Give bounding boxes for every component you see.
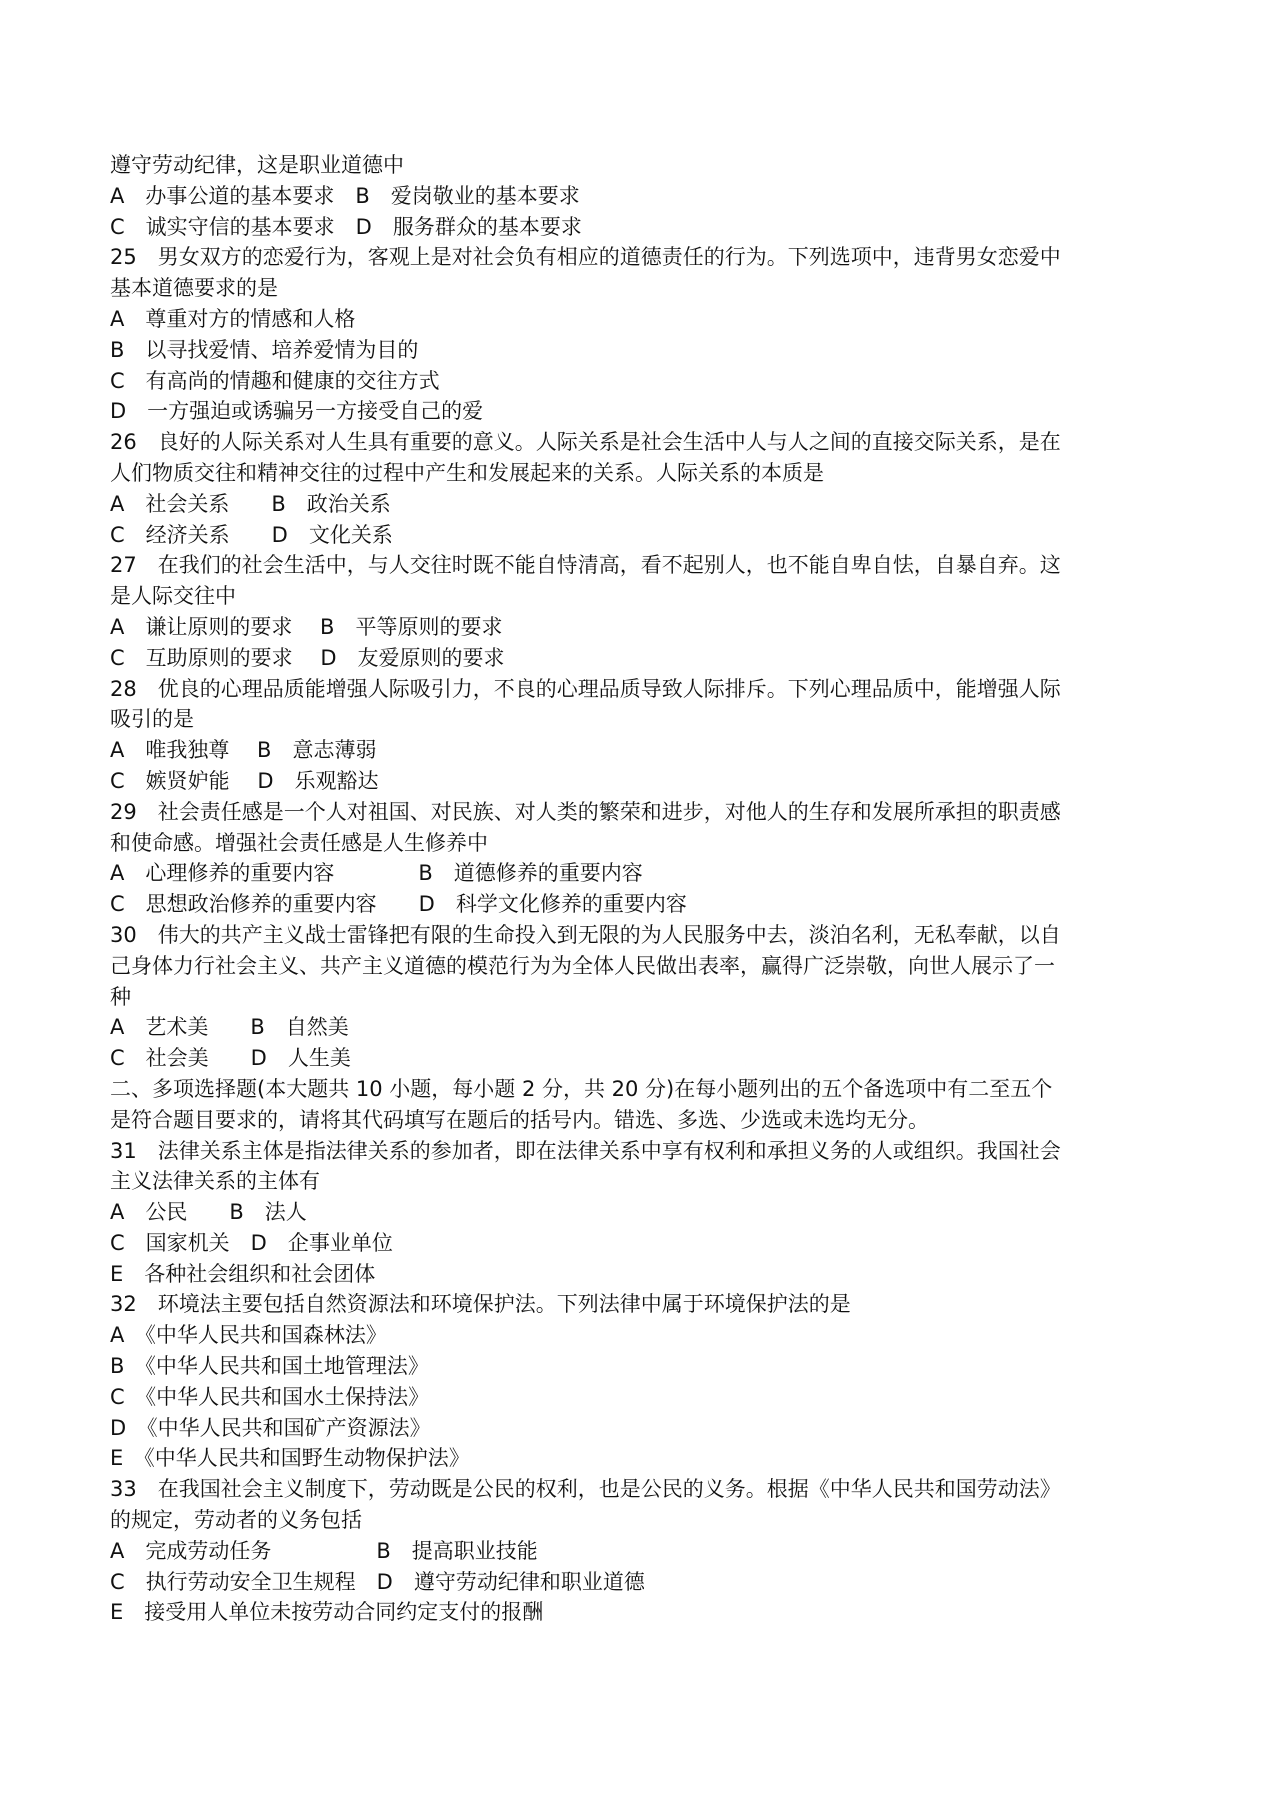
option-line: B 《中华人民共和国土地管理法》	[110, 1354, 429, 1379]
option-line: C 互助原则的要求 D 友爱原则的要求	[110, 645, 505, 670]
text-line: 和使命感。增强社会责任感是人生修养中	[110, 830, 488, 855]
question-25: 25 男女双方的恋爱行为，客观上是对社会负有相应的道德责任的行为。下列选项中，违背男女恋爱中	[110, 245, 1061, 270]
text-line: 种	[110, 984, 131, 1009]
option-line: C 国家机关 D 企事业单位	[110, 1230, 393, 1255]
option-line: C 嫉贤妒能 D 乐观豁达	[110, 768, 379, 793]
option-line: C 思想政治修养的重要内容 D 科学文化修养的重要内容	[110, 892, 687, 917]
text-line: 基本道德要求的是	[110, 276, 278, 301]
text-line: 主义法律关系的主体有	[110, 1169, 320, 1194]
question-33: 33 在我国社会主义制度下，劳动既是公民的权利，也是公民的义务。根据《中华人民共和国劳动法》	[110, 1477, 1061, 1502]
option-line: C 《中华人民共和国水土保持法》	[110, 1384, 430, 1409]
option-line: C 诚实守信的基本要求 D 服务群众的基本要求	[110, 214, 582, 239]
option-line: E 《中华人民共和国野生动物保护法》	[110, 1446, 470, 1471]
question-26: 26 良好的人际关系对人生具有重要的意义。人际关系是社会生活中人与人之间的直接交际关系，是在	[110, 430, 1061, 455]
option-line: E 接受用人单位未按劳动合同约定支付的报酬	[110, 1600, 544, 1625]
option-line: A 唯我独尊 B 意志薄弱	[110, 738, 377, 763]
text-line: 是人际交往中	[110, 584, 236, 609]
text-line: 遵守劳动纪律，这是职业道德中	[110, 153, 404, 177]
option-line: C 有高尚的情趣和健康的交往方式	[110, 368, 440, 393]
question-27: 27 在我们的社会生活中，与人交往时既不能自恃清高，看不起别人，也不能自卑自怯，自暴自弃。这	[110, 553, 1061, 578]
option-line: E 各种社会组织和社会团体	[110, 1261, 376, 1286]
option-line: A 《中华人民共和国森林法》	[110, 1323, 387, 1348]
option-line: C 经济关系 D 文化关系	[110, 522, 393, 547]
option-line: A 完成劳动任务 B 提高职业技能	[110, 1538, 538, 1563]
option-line: A 社会关系 B 政治关系	[110, 491, 391, 516]
text-line: 人们物质交往和精神交往的过程中产生和发展起来的关系。人际关系的本质是	[110, 460, 824, 485]
question-31: 31 法律关系主体是指法律关系的参加者，即在法律关系中享有权利和承担义务的人或组织。我国社会	[110, 1138, 1061, 1163]
option-line: D 一方强迫或诱骗另一方接受自己的爱	[110, 399, 484, 424]
option-line: A 谦让原则的要求 B 平等原则的要求	[110, 614, 503, 639]
question-29: 29 社会责任感是一个人对祖国、对民族、对人类的繁荣和进步，对他人的生存和发展所承担的职责感	[110, 799, 1061, 824]
question-30: 30 伟大的共产主义战士雷锋把有限的生命投入到无限的为人民服务中去，淡泊名利，无私奉献，以自	[110, 922, 1061, 947]
option-line: A 尊重对方的情感和人格	[110, 306, 356, 331]
option-line: A 艺术美 B 自然美	[110, 1015, 349, 1040]
question-32: 32 环境法主要包括自然资源法和环境保护法。下列法律中属于环境保护法的是	[110, 1292, 851, 1317]
option-line: A 公民 B 法人	[110, 1200, 307, 1225]
option-line: A 办事公道的基本要求 B 爱岗敬业的基本要求	[110, 183, 580, 208]
option-line: A 心理修养的重要内容 B 道德修养的重要内容	[110, 861, 643, 886]
section-heading: 二、多项选择题(本大题共 10 小题，每小题 2 分，共 20 分)在每小题列出的五个备选项中有二至五个	[110, 1076, 1053, 1101]
text-line: 吸引的是	[110, 707, 194, 732]
option-line: C 社会美 D 人生美	[110, 1046, 351, 1071]
document-page	[110, 150, 1190, 1628]
section-heading: 是符合题目要求的，请将其代码填写在题后的括号内。错选、多选、少选或未选均无分。	[110, 1107, 929, 1132]
option-line: D 《中华人民共和国矿产资源法》	[110, 1415, 431, 1440]
question-28: 28 优良的心理品质能增强人际吸引力，不良的心理品质导致人际排斥。下列心理品质中，能增强人际	[110, 676, 1061, 701]
option-line: C 执行劳动安全卫生规程 D 遵守劳动纪律和职业道德	[110, 1569, 645, 1594]
option-line: B 以寻找爱情、培养爱情为目的	[110, 337, 419, 362]
text-line: 的规定，劳动者的义务包括	[110, 1508, 362, 1533]
text-line: 己身体力行社会主义、共产主义道德的模范行为为全体人民做出表率，赢得广泛崇敬，向世人展示了一	[110, 953, 1055, 978]
